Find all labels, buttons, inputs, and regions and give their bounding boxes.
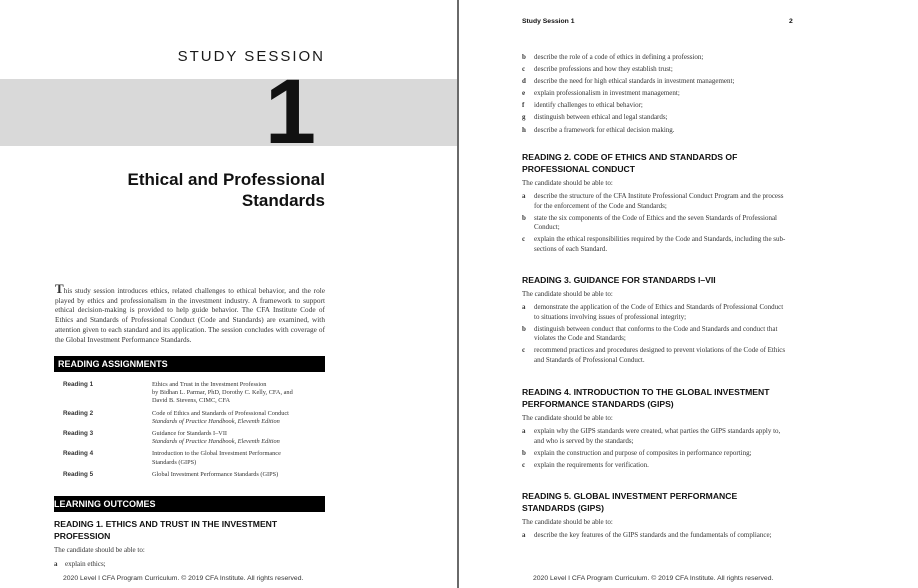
outcome-letter: c (522, 460, 526, 469)
outcome-letter: a (522, 531, 526, 539)
reading-2-section (522, 151, 790, 257)
left-page (0, 0, 458, 588)
outcome-text: describe a framework for ethical decision making. (534, 125, 675, 134)
reading-5-section (522, 490, 790, 543)
assignment-row (63, 430, 325, 446)
outcome-text: demonstrate the application of the Code of Ethics and Standards of Professional Conduct to situations involving issues of professional integrity; (534, 303, 784, 321)
learning-outcomes-heading: LEARNING OUTCOMES (54, 496, 325, 512)
reading-4-section (522, 386, 790, 473)
outcome-text: explain the construction and purpose of composites in performance reporting; (534, 448, 752, 457)
outcome-letter: c (522, 235, 526, 244)
outcome-letter: a (522, 303, 526, 311)
assignment-row (63, 410, 325, 426)
outcome-letter: a (522, 427, 526, 435)
session-title-line2: Standards (241, 191, 325, 210)
learning-outcome-item (522, 126, 790, 136)
page-footer: 2020 Level I CFA Program Curriculum. © 2019 CFA Institute. All rights reserved. (63, 575, 304, 582)
session-number: 1 (264, 61, 316, 163)
page-number: 2 (789, 18, 793, 25)
outcome-letter: g (522, 113, 526, 122)
assignment-number: Reading 3 (63, 430, 94, 438)
reading-2-heading: READING 2. CODE OF ETHICS AND STANDARDS OF PROFESSIONAL CONDUCT (522, 152, 738, 174)
learning-outcome-item (522, 101, 790, 111)
outcome-text: describe the role of a code of ethics in defining a profession; (534, 53, 704, 61)
learning-outcome-item (522, 77, 790, 87)
outcome-letter: e (522, 89, 526, 98)
running-head: Study Session 1 (522, 18, 575, 25)
learning-outcome-item (54, 560, 106, 568)
reading-1-heading-line1: READING 1. ETHICS AND TRUST IN THE INVESTMENT (54, 519, 278, 529)
outcome-letter: h (522, 125, 526, 134)
outcome-text: distinguish between ethical and legal standards; (534, 113, 668, 122)
outcome-text: explain professionalism in investment management; (534, 89, 680, 98)
session-title (25, 169, 325, 211)
outcome-letter: b (522, 213, 526, 222)
learning-outcome-item (522, 427, 790, 446)
session-number-band (0, 79, 458, 146)
assignment-title: Guidance for Standards I–VII (152, 430, 228, 438)
outcome-text: describe professions and how they establish trust; (534, 65, 673, 74)
learning-outcome-item (522, 89, 790, 99)
outcome-letter: d (522, 77, 526, 86)
assignment-number: Reading 4 (63, 450, 94, 458)
learning-outcome-item (522, 53, 790, 63)
outcome-text: describe the key features of the GIPS standards and the fundamentals of compliance; (534, 531, 772, 539)
candidate-statement: The candidate should be able to: (522, 290, 613, 298)
candidate-statement: The candidate should be able to: (522, 414, 613, 422)
reading-assignments-heading: READING ASSIGNMENTS (54, 356, 325, 372)
learning-outcome-item (522, 113, 790, 123)
intro-text: his study session introduces ethics, related challenges to ethical behavior, and the role played by ethics and professionalism in the investment industry. A framework to support ethical decision-making is provided to help guide behavior. The CFA Institute Code of Ethics and Standards of Professional Conduct (Code and Standards) are examined, with attention given to each standard and its application. The session concludes with coverage of the Global Investment Performance Standards. (55, 286, 325, 344)
reading-1-heading (54, 518, 325, 542)
learning-outcome-item (522, 65, 790, 75)
outcome-letter: f (522, 101, 525, 110)
assignment-number: Reading 5 (63, 470, 94, 478)
learning-outcome-item (522, 346, 790, 365)
learning-outcome-item (522, 325, 790, 344)
reading-3-heading: READING 3. GUIDANCE FOR STANDARDS I–VII (522, 275, 716, 285)
outcome-text: recommend practices and procedures designed to prevent violations of the Code of Ethics and Standards of Professional Conduct. (534, 346, 786, 364)
outcome-text: describe the structure of the CFA Institute Professional Conduct Program and the process for the enforcement of the Code and Standards; (534, 192, 784, 210)
learning-outcome-item (522, 192, 790, 211)
reading-1-heading-line2: PROFESSION (54, 531, 111, 541)
reading-3-section (522, 274, 790, 368)
reading-4-heading: READING 4. INTRODUCTION TO THE GLOBAL INVESTMENT PERFORMANCE STANDARDS (GIPS) (522, 387, 770, 409)
outcome-letter: b (522, 448, 526, 457)
learning-outcome-item (522, 235, 790, 254)
outcome-letter: b (522, 53, 526, 61)
session-title-line1: Ethical and Professional (127, 170, 325, 189)
outcome-letter: a (522, 192, 526, 200)
assignment-number: Reading 1 (63, 381, 94, 388)
assignment-title: Ethics and Trust in the Investment Profession (152, 381, 267, 388)
candidate-statement: The candidate should be able to: (522, 518, 613, 526)
reading-assignments-table (63, 381, 325, 479)
outcome-letter: c (522, 346, 526, 355)
outcome-text: identify challenges to ethical behavior; (534, 101, 643, 110)
candidate-statement: The candidate should be able to: (54, 546, 145, 554)
assignment-title: Code of Ethics and Standards of Professional Conduct (152, 409, 289, 417)
candidate-statement: The candidate should be able to: (522, 179, 613, 187)
outcome-text: explain why the GIPS standards were created, what parties the GIPS standards apply to, and who is served by the standards; (534, 427, 781, 445)
assignment-number: Reading 2 (63, 409, 94, 417)
outcome-letter: a (54, 560, 58, 568)
assignment-row (63, 450, 325, 466)
intro-paragraph (55, 281, 325, 344)
assignment-title: Standards (GIPS) (152, 458, 197, 466)
assignment-source: Standards of Practice Handbook, Eleventh Edition (152, 438, 280, 446)
page-footer: 2020 Level I CFA Program Curriculum. © 2019 CFA Institute. All rights reserved. (533, 575, 774, 582)
study-session-label: STUDY SESSION (177, 48, 325, 65)
learning-outcome-item (522, 531, 790, 541)
outcome-text: state the six components of the Code of Ethics and the seven Standards of Professional Conduct; (534, 213, 778, 232)
outcome-text: distinguish between conduct that conforms to the Code and Standards and conduct that violates the Code and Standards; (534, 324, 778, 343)
assignment-authors: David B. Stevens, CIMC, CFA (152, 397, 231, 405)
assignment-title: Introduction to the Global Investment Performance (152, 450, 281, 458)
outcome-text: describe the need for high ethical standards in investment management; (534, 77, 735, 86)
reading-1-outcomes-continued (522, 53, 790, 138)
assignment-authors: by Bidhan L. Parmar, PhD, Dorothy C. Kelly, CFA, and (152, 389, 293, 397)
intro-dropcap: T (55, 281, 64, 296)
assignment-row (63, 381, 325, 406)
assignment-title: Global Investment Performance Standards (GIPS) (152, 470, 279, 478)
assignment-source: Standards of Practice Handbook, Eleventh Edition (152, 417, 280, 425)
right-page (459, 0, 918, 588)
learning-outcome-item (522, 449, 790, 459)
outcome-letter: b (522, 324, 526, 333)
learning-outcome-item (522, 461, 790, 471)
outcome-text: explain the ethical responsibilities required by the Code and Standards, including the sub-sections of each Standard. (534, 235, 786, 253)
reading-5-heading: READING 5. GLOBAL INVESTMENT PERFORMANCE STANDARDS (GIPS) (522, 491, 738, 513)
outcome-letter: c (522, 65, 526, 74)
outcome-text: explain ethics; (65, 560, 106, 568)
assignment-row (63, 471, 325, 479)
outcome-text: explain the requirements for verification. (534, 460, 649, 469)
learning-outcome-item (522, 214, 790, 233)
learning-outcome-item (522, 303, 790, 322)
